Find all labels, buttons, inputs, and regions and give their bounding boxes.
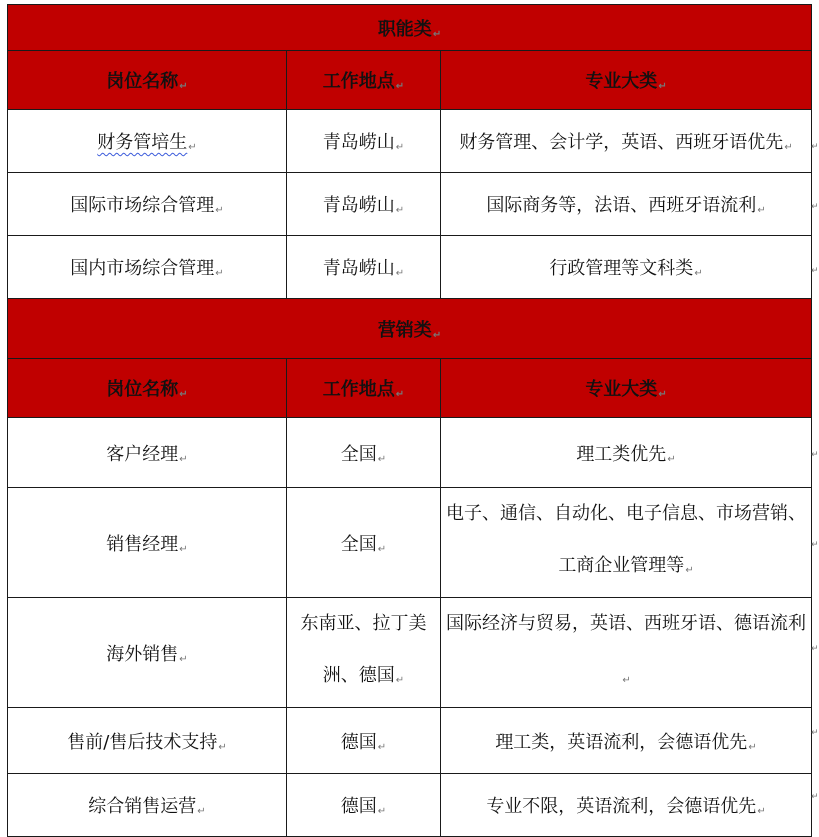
column-header-cell — [441, 359, 812, 418]
location: 青岛崂山 — [322, 258, 395, 279]
major: 理工类优先 — [576, 443, 667, 465]
section-title-cell — [8, 5, 812, 51]
paragraph-mark: ↵ — [218, 741, 227, 753]
paragraph-mark: ↵ — [685, 565, 694, 576]
column-header-row — [8, 359, 812, 418]
paragraph-mark: ↵ — [188, 142, 197, 153]
location-cell — [287, 708, 441, 774]
position-cell — [8, 708, 287, 774]
row-end-mark: ↵ — [811, 266, 819, 276]
table-row — [8, 418, 812, 488]
location-cell — [287, 598, 441, 708]
column-header-cell — [8, 359, 287, 418]
paragraph-mark: ↵ — [667, 453, 676, 465]
column-header-cell — [287, 359, 441, 418]
major-cell — [441, 110, 812, 173]
location: 全国 — [340, 533, 377, 555]
paragraph-mark: ↵ — [179, 453, 188, 465]
paragraph-mark: ↵ — [658, 389, 667, 400]
paragraph-mark: ↵ — [179, 543, 188, 555]
column-header-cell — [8, 51, 287, 110]
section-title: 营销类 — [377, 319, 432, 341]
row-end-mark: ↵ — [811, 142, 819, 152]
major-cell — [441, 708, 812, 774]
column-header-cell — [441, 51, 812, 110]
location: 德国 — [340, 731, 377, 753]
paragraph-mark: ↵ — [197, 806, 206, 817]
major: 专业不限，英语流利，会德语优先 — [486, 796, 757, 817]
paragraph-mark: ↵ — [658, 81, 667, 92]
major-cell — [441, 774, 812, 837]
location-cell — [287, 173, 441, 236]
major-cell — [441, 488, 812, 598]
paragraph-mark: ↵ — [377, 543, 387, 555]
position-cell — [8, 598, 287, 708]
column-header-position: 岗位名称 — [106, 379, 179, 400]
paragraph-mark: ↵ — [179, 81, 188, 92]
job-table — [7, 4, 812, 837]
position-name: 销售经理 — [106, 533, 179, 555]
section-title-row — [8, 5, 812, 51]
paragraph-mark: ↵ — [179, 389, 188, 400]
position-name: 综合销售运营 — [88, 796, 197, 817]
row-end-mark: ↵ — [811, 792, 819, 802]
position-cell — [8, 173, 287, 236]
paragraph-mark: ↵ — [377, 741, 387, 753]
paragraph-mark: ↵ — [757, 205, 766, 216]
paragraph-mark: ↵ — [395, 389, 405, 400]
location: 青岛崂山 — [322, 195, 395, 216]
paragraph-mark: ↵ — [432, 28, 442, 40]
major: 国际商务等，法语、西班牙语流利 — [486, 195, 757, 216]
location-cell — [287, 236, 441, 299]
major: 电子、通信、自动化、电子信息、市场营销、工商企业管理等 — [446, 503, 806, 576]
row-end-mark: ↵ — [811, 644, 819, 654]
major-cell — [441, 236, 812, 299]
row-end-mark: ↵ — [811, 202, 819, 212]
paragraph-mark: ↵ — [215, 205, 224, 216]
location-cell — [287, 110, 441, 173]
row-end-mark: ↵ — [811, 540, 819, 550]
position-cell — [8, 488, 287, 598]
table-row — [8, 488, 812, 598]
location-cell — [287, 488, 441, 598]
column-header-row — [8, 51, 812, 110]
paragraph-mark: ↵ — [395, 81, 405, 92]
position-cell — [8, 110, 287, 173]
major: 行政管理等文科类 — [549, 258, 694, 279]
paragraph-mark: ↵ — [432, 329, 442, 341]
location: 东南亚、拉丁美洲、德国 — [300, 613, 427, 686]
column-header-cell — [287, 51, 441, 110]
position-cell — [8, 774, 287, 837]
location: 青岛崂山 — [322, 132, 395, 153]
paragraph-mark: ↵ — [395, 268, 405, 279]
position-cell — [8, 418, 287, 488]
location-cell — [287, 418, 441, 488]
paragraph-mark: ↵ — [215, 268, 224, 279]
paragraph-mark: ↵ — [377, 806, 387, 817]
position-name: 财务管培生 — [97, 132, 188, 153]
major-cell — [441, 173, 812, 236]
position-name: 客户经理 — [106, 443, 179, 465]
column-header-position: 岗位名称 — [106, 71, 179, 92]
table-row — [8, 173, 812, 236]
major: 财务管理、会计学，英语、西班牙语优先 — [459, 132, 784, 153]
location: 全国 — [340, 443, 377, 465]
position-name: 国内市场综合管理 — [70, 258, 215, 279]
table-row — [8, 110, 812, 173]
column-header-location: 工作地点 — [322, 71, 395, 92]
section-title-row — [8, 299, 812, 359]
paragraph-mark: ↵ — [784, 142, 793, 153]
paragraph-mark: ↵ — [395, 205, 405, 216]
table-row — [8, 708, 812, 774]
paragraph-mark: ↵ — [757, 806, 766, 817]
row-end-mark: ↵ — [811, 728, 819, 738]
column-header-location: 工作地点 — [322, 379, 395, 400]
row-end-mark: ↵ — [811, 450, 819, 460]
major: 国际经济与贸易，英语、西班牙语、德语流利 — [446, 613, 806, 634]
major-cell — [441, 598, 812, 708]
column-header-major: 专业大类 — [585, 379, 658, 400]
paragraph-mark: ↵ — [395, 142, 405, 153]
paragraph-mark: ↵ — [748, 741, 757, 753]
position-name: 海外销售 — [106, 643, 179, 665]
section-title: 职能类 — [377, 18, 432, 40]
table-row — [8, 236, 812, 299]
paragraph-mark: ↵ — [694, 268, 703, 279]
paragraph-mark: ↵ — [377, 453, 387, 465]
major-cell — [441, 418, 812, 488]
position-name: 售前/售后技术支持 — [67, 731, 218, 753]
column-header-major: 专业大类 — [585, 71, 658, 92]
table-row — [8, 598, 812, 708]
major: 理工类，英语流利，会德语优先 — [495, 731, 748, 753]
paragraph-mark: ↵ — [395, 675, 405, 686]
paragraph-mark: ↵ — [179, 653, 188, 665]
location: 德国 — [340, 796, 377, 817]
section-title-cell — [8, 299, 812, 359]
paragraph-mark: ↵ — [622, 675, 631, 686]
position-cell — [8, 236, 287, 299]
position-name: 国际市场综合管理 — [70, 195, 215, 216]
location-cell — [287, 774, 441, 837]
table-row — [8, 774, 812, 837]
